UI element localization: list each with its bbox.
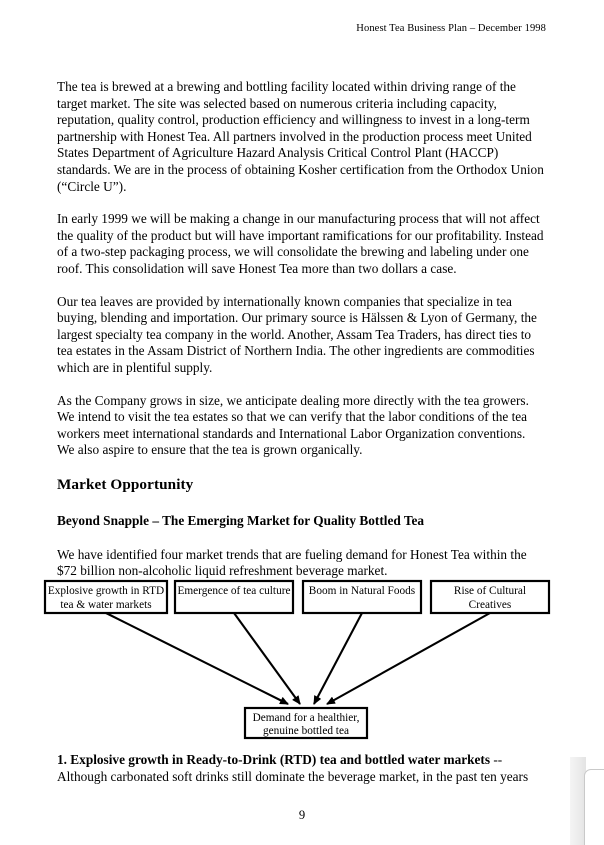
document-body xyxy=(57,79,544,580)
heading-market-opportunity: Market Opportunity xyxy=(57,475,194,493)
page-stack-sheet xyxy=(584,769,604,845)
page-number: 9 xyxy=(298,808,306,822)
diagram-box-demand-outcome-line2: genuine bottled tea xyxy=(263,725,349,737)
diagram-box-cultural-creatives-line2: Creatives xyxy=(468,599,512,611)
diagram-box-demand-outcome xyxy=(245,708,367,738)
numbered-item-1-text: Although carbonated soft drinks still dominate the beverage market, in the past ten years xyxy=(57,768,529,784)
diagram-box-rtd-growth-line2: tea & water markets xyxy=(60,599,152,611)
market-trends-diagram xyxy=(0,570,604,748)
page-stack-shadow xyxy=(570,757,586,845)
numbered-item-1 xyxy=(57,752,544,785)
numbered-item-1-dashes: -- xyxy=(490,752,503,767)
paragraph-tea-leaf-suppliers: Our tea leaves are provided by internationally known companies that specialize in tea buying, blending and importation. Our primary source is Hälssen & Lyon of Germany, the largest specialty tea company in the world. Another, Assam Tea Traders, has direct ties to tea estates in the Assam District of Northern India. The other ingredients are commodities which are in plentiful supply. xyxy=(57,293,537,375)
paragraph-market-trends-intro: We have identified four market trends that are fueling demand for Honest Tea within the $72 billion non-alcoholic liquid refreshment beverage market. xyxy=(57,546,527,579)
running-header: Honest Tea Business Plan – December 1998 xyxy=(356,23,546,34)
diagram-box-rtd-growth xyxy=(45,581,167,613)
diagram-box-tea-culture xyxy=(175,581,293,613)
paragraph-direct-grower-relations: As the Company grows in size, we anticipate dealing more directly with the tea growers. We intend to visit the tea estates so that we can verify that the labor conditions of the tea workers meet international standards and International Labor Organization conventions. We also aspire to ensure that the tea is grown organically. xyxy=(57,392,529,458)
paragraph-manufacturing-facility: The tea is brewed at a brewing and bottling facility located within driving range of the target market. The site was selected based on numerous criteria including capacity, reputation, quality control, production efficiency and willingness to invest in a long-term partnership with Honest Tea. All partners involved in the production process meet United States Department of Agriculture Hazard Analysis Critical Control Plant (HACCP) standards. We are in the process of obtaining Kosher certification from the Orthodox Union (“Circle U”). xyxy=(57,79,544,194)
diagram-box-rtd-growth-line1: Explosive growth in RTD xyxy=(47,585,165,597)
numbered-item-1-heading: 1. Explosive growth in Ready-to-Drink (RTD) tea and bottled water markets xyxy=(57,752,491,767)
heading-beyond-snapple: Beyond Snapple – The Emerging Market for Quality Bottled Tea xyxy=(57,512,425,528)
page-stack-edge xyxy=(570,757,604,845)
diagram-arrows xyxy=(106,613,490,704)
diagram-box-natural-foods xyxy=(303,581,421,613)
diagram-box-cultural-creatives-line1: Rise of Cultural xyxy=(453,585,527,597)
diagram-box-tea-culture-line1: Emergence of tea culture xyxy=(177,585,291,597)
diagram-box-demand-outcome-line1: Demand for a healthier, xyxy=(252,712,360,724)
diagram-box-natural-foods-line1: Boom in Natural Foods xyxy=(308,585,416,597)
diagram-box-cultural-creatives xyxy=(431,581,549,613)
paragraph-manufacturing-change: In early 1999 we will be making a change in our manufacturing process that will not affect the quality of the product but will have important ramifications for our profitability. Instead of a two-step packaging process, we will consolidate the brewing and labeling under one roof. This consolidation will save Honest Tea more than two dollars a case. xyxy=(57,211,544,276)
